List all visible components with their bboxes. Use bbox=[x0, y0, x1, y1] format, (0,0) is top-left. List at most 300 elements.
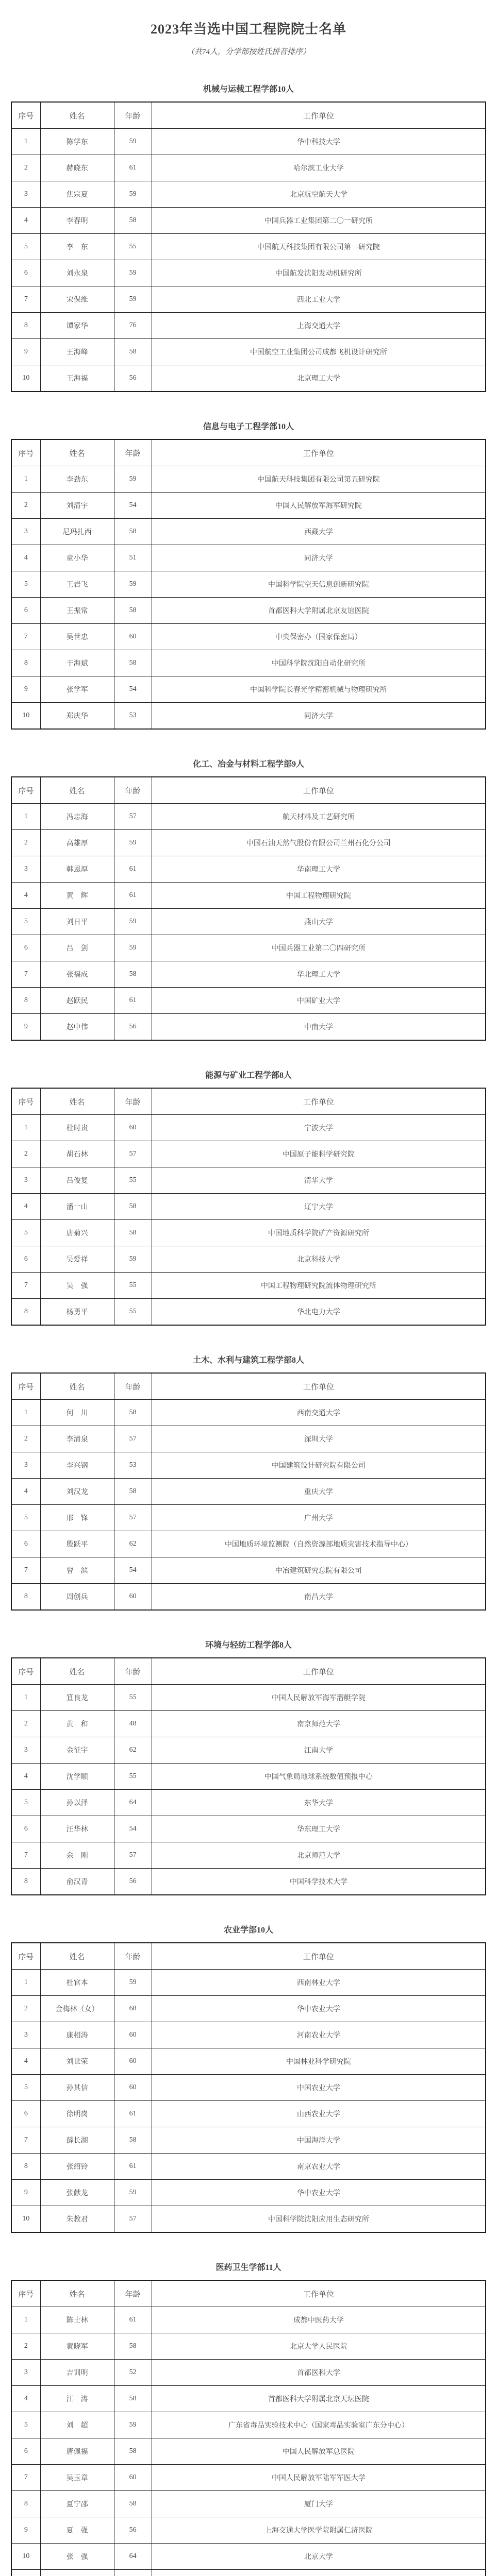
cell-no: 3 bbox=[11, 181, 40, 208]
cell-org: 重庆大学 bbox=[152, 1479, 486, 1505]
cell-org: 清华大学 bbox=[152, 1167, 486, 1194]
table-row bbox=[11, 2438, 486, 2465]
table-row bbox=[11, 1400, 486, 1426]
cell-no: 7 bbox=[11, 1273, 40, 1299]
cell-org: 中国海洋大学 bbox=[152, 2127, 486, 2154]
table-header-row bbox=[11, 1088, 486, 1115]
cell-no: 1 bbox=[11, 1115, 40, 1141]
cell-no: 6 bbox=[11, 598, 40, 624]
cell-age: 56 bbox=[114, 2517, 152, 2544]
cell-org: 华中科技大学 bbox=[152, 129, 486, 155]
cell-age: 57 bbox=[114, 1842, 152, 1869]
cell-no: 10 bbox=[11, 703, 40, 730]
table-row bbox=[11, 1531, 486, 1557]
cell-org: 中国矿业大学 bbox=[152, 988, 486, 1014]
cell-no: 2 bbox=[11, 1426, 40, 1452]
column-header: 年龄 bbox=[114, 2280, 152, 2307]
page-subtitle: （共74人，分学部按姓氏拼音排序） bbox=[11, 46, 486, 57]
cell-age: 58 bbox=[114, 208, 152, 234]
table-row bbox=[11, 1479, 486, 1505]
cell-org: 燕山大学 bbox=[152, 909, 486, 935]
cell-age: 58 bbox=[114, 2491, 152, 2517]
table-row bbox=[11, 1816, 486, 1842]
cell-name: 夏宁邵 bbox=[40, 2491, 114, 2517]
column-header: 序号 bbox=[11, 102, 40, 129]
cell-name: 王岩飞 bbox=[40, 571, 114, 598]
cell-name: 于海斌 bbox=[40, 650, 114, 676]
cell-name: 金梅林（女） bbox=[40, 1996, 114, 2022]
cell-name: 杜时贵 bbox=[40, 1115, 114, 1141]
table-row bbox=[11, 313, 486, 339]
cell-org: 成都中医药大学 bbox=[152, 2307, 486, 2333]
cell-age: 58 bbox=[114, 598, 152, 624]
table-row bbox=[11, 1299, 486, 1326]
cell-name: 高雄厚 bbox=[40, 830, 114, 856]
cell-name: 吴 强 bbox=[40, 1273, 114, 1299]
cell-org: 中国地质科学院矿产资源研究所 bbox=[152, 1220, 486, 1246]
table-row bbox=[11, 2048, 486, 2075]
cell-age: 62 bbox=[114, 1737, 152, 1764]
cell-org: 上海交通大学 bbox=[152, 313, 486, 339]
cell-name: 刘永泉 bbox=[40, 260, 114, 286]
cell-age: 55 bbox=[114, 1685, 152, 1711]
table-row bbox=[11, 1764, 486, 1790]
cell-org: 广东省毒品实验技术中心（国家毒品实验室广东分中心） bbox=[152, 2412, 486, 2438]
table-row bbox=[11, 883, 486, 909]
cell-org: 华南理工大学 bbox=[152, 856, 486, 883]
cell-name: 谭家华 bbox=[40, 313, 114, 339]
table-row bbox=[11, 598, 486, 624]
table-row bbox=[11, 1426, 486, 1452]
cell-age: 54 bbox=[114, 676, 152, 703]
table-row bbox=[11, 2360, 486, 2386]
cell-org: 南京农业大学 bbox=[152, 2154, 486, 2180]
cell-no: 2 bbox=[11, 1141, 40, 1167]
department-section bbox=[11, 2261, 486, 2576]
cell-name: 吴玉章 bbox=[40, 2465, 114, 2491]
cell-age: 55 bbox=[114, 1764, 152, 1790]
cell-org: 首都医科大学附属北京天坛医院 bbox=[152, 2386, 486, 2412]
cell-no: 9 bbox=[11, 2517, 40, 2544]
department-section bbox=[11, 1923, 486, 2233]
cell-org: 北京师范大学 bbox=[152, 1842, 486, 1869]
cell-age: 59 bbox=[114, 830, 152, 856]
table-row bbox=[11, 2307, 486, 2333]
table-row bbox=[11, 155, 486, 181]
cell-no: 6 bbox=[11, 1816, 40, 1842]
cell-name: 李 东 bbox=[40, 234, 114, 260]
table-row bbox=[11, 2544, 486, 2570]
cell-org: 同济大学 bbox=[152, 703, 486, 730]
cell-no: 4 bbox=[11, 883, 40, 909]
cell-no: 4 bbox=[11, 1764, 40, 1790]
cell-age: 56 bbox=[114, 1869, 152, 1895]
cell-no: 4 bbox=[11, 545, 40, 571]
cell-org: 中国地质环境监测院（自然资源部地质灾害技术指导中心） bbox=[152, 1531, 486, 1557]
roster-table bbox=[11, 1088, 486, 1326]
cell-org: 中国石油天然气股份有限公司兰州石化分公司 bbox=[152, 830, 486, 856]
cell-no: 2 bbox=[11, 1996, 40, 2022]
table-row bbox=[11, 2570, 486, 2576]
cell-no: 5 bbox=[11, 234, 40, 260]
table-row bbox=[11, 624, 486, 650]
cell-name: 薛长湖 bbox=[40, 2127, 114, 2154]
cell-no bbox=[11, 2570, 40, 2576]
column-header: 年龄 bbox=[114, 1943, 152, 1970]
cell-org: 华中农业大学 bbox=[152, 2180, 486, 2206]
cell-no: 7 bbox=[11, 624, 40, 650]
cell-no: 7 bbox=[11, 286, 40, 313]
cell-name: 黄 辉 bbox=[40, 883, 114, 909]
cell-name: 曾 滨 bbox=[40, 1557, 114, 1584]
cell-age: 60 bbox=[114, 2022, 152, 2048]
cell-org: 中南大学 bbox=[152, 1014, 486, 1041]
cell-no: 3 bbox=[11, 1452, 40, 1479]
table-row bbox=[11, 1505, 486, 1531]
cell-org: 北京理工大学 bbox=[152, 365, 486, 392]
cell-org: 西藏大学 bbox=[152, 519, 486, 545]
column-header: 工作单位 bbox=[152, 777, 486, 804]
cell-no: 9 bbox=[11, 339, 40, 365]
column-header: 序号 bbox=[11, 1943, 40, 1970]
cell-age: 58 bbox=[114, 1400, 152, 1426]
cell-org: 中国航空工业集团公司成都飞机设计研究所 bbox=[152, 339, 486, 365]
cell-name: 江 涛 bbox=[40, 2386, 114, 2412]
cell-name: 刘世荣 bbox=[40, 2048, 114, 2075]
cell-name: 杜官本 bbox=[40, 1970, 114, 1996]
table-row bbox=[11, 1167, 486, 1194]
cell-no: 4 bbox=[11, 2386, 40, 2412]
cell-org: 中国农业大学 bbox=[152, 2075, 486, 2101]
table-row bbox=[11, 2075, 486, 2101]
section-heading: 农业学部10人 bbox=[11, 1923, 486, 1935]
cell-age: 58 bbox=[114, 961, 152, 988]
cell-no: 8 bbox=[11, 650, 40, 676]
cell-org: 中冶建筑研究总院有限公司 bbox=[152, 1557, 486, 1584]
cell-org: 中国建筑设计研究院有限公司 bbox=[152, 1452, 486, 1479]
cell-name: 焦宗夏 bbox=[40, 181, 114, 208]
cell-no: 10 bbox=[11, 2206, 40, 2233]
table-row bbox=[11, 1711, 486, 1737]
cell-no: 7 bbox=[11, 961, 40, 988]
cell-no: 8 bbox=[11, 1584, 40, 1611]
cell-org: 中国科学院长春光学精密机械与物理研究所 bbox=[152, 676, 486, 703]
table-header-row bbox=[11, 2280, 486, 2307]
cell-no: 10 bbox=[11, 2544, 40, 2570]
cell-name: 康相涛 bbox=[40, 2022, 114, 2048]
cell-no: 2 bbox=[11, 155, 40, 181]
cell-no: 5 bbox=[11, 1505, 40, 1531]
roster-table bbox=[11, 776, 486, 1041]
table-row bbox=[11, 2517, 486, 2544]
cell-org: 中国科学院沈阳应用生态研究所 bbox=[152, 2206, 486, 2233]
cell-age: 52 bbox=[114, 2360, 152, 2386]
cell-age: 61 bbox=[114, 2101, 152, 2127]
cell-age: 55 bbox=[114, 1167, 152, 1194]
table-row bbox=[11, 650, 486, 676]
table-row bbox=[11, 181, 486, 208]
column-header: 年龄 bbox=[114, 777, 152, 804]
cell-age: 56 bbox=[114, 365, 152, 392]
cell-name: 邢 锋 bbox=[40, 1505, 114, 1531]
cell-name: 张福成 bbox=[40, 961, 114, 988]
table-row bbox=[11, 129, 486, 155]
cell-age: 54 bbox=[114, 1557, 152, 1584]
cell-name: 徐明岗 bbox=[40, 2101, 114, 2127]
cell-age: 58 bbox=[114, 519, 152, 545]
cell-age bbox=[114, 2570, 152, 2576]
cell-age: 58 bbox=[114, 339, 152, 365]
cell-org: 中国人民解放军海军研究院 bbox=[152, 493, 486, 519]
table-row bbox=[11, 260, 486, 286]
cell-no: 4 bbox=[11, 1479, 40, 1505]
cell-no: 9 bbox=[11, 1014, 40, 1041]
table-row bbox=[11, 2154, 486, 2180]
cell-age: 51 bbox=[114, 545, 152, 571]
cell-age: 57 bbox=[114, 1426, 152, 1452]
table-row bbox=[11, 1685, 486, 1711]
table-header-row bbox=[11, 439, 486, 466]
cell-age: 62 bbox=[114, 1531, 152, 1557]
cell-name: 吴世忠 bbox=[40, 624, 114, 650]
cell-name: 汪华林 bbox=[40, 1816, 114, 1842]
cell-age: 64 bbox=[114, 2544, 152, 2570]
column-header: 工作单位 bbox=[152, 1373, 486, 1400]
roster-table bbox=[11, 1942, 486, 2233]
cell-org: 东华大学 bbox=[152, 1790, 486, 1816]
cell-age: 54 bbox=[114, 493, 152, 519]
cell-org: 首都医科大学 bbox=[152, 2360, 486, 2386]
cell-org: 中央保密办（国家保密局） bbox=[152, 624, 486, 650]
cell-age: 58 bbox=[114, 2386, 152, 2412]
cell-org: 华东理工大学 bbox=[152, 1816, 486, 1842]
cell-name: 沈学顺 bbox=[40, 1764, 114, 1790]
table-header-row bbox=[11, 1373, 486, 1400]
cell-age: 58 bbox=[114, 1220, 152, 1246]
table-row bbox=[11, 1996, 486, 2022]
cell-no: 1 bbox=[11, 466, 40, 493]
cell-age: 59 bbox=[114, 181, 152, 208]
cell-no: 1 bbox=[11, 1970, 40, 1996]
cell-org: 中国科学院空天信息创新研究院 bbox=[152, 571, 486, 598]
column-header: 工作单位 bbox=[152, 1658, 486, 1685]
cell-no: 1 bbox=[11, 804, 40, 830]
cell-org: 首都医科大学附属北京友谊医院 bbox=[152, 598, 486, 624]
cell-org: 中国人民解放军总医院 bbox=[152, 2438, 486, 2465]
roster-table bbox=[11, 1657, 486, 1895]
cell-age: 59 bbox=[114, 2180, 152, 2206]
cell-name: 王海福 bbox=[40, 365, 114, 392]
cell-age: 61 bbox=[114, 155, 152, 181]
cell-name: 孙其信 bbox=[40, 2075, 114, 2101]
cell-org: 西南交通大学 bbox=[152, 1400, 486, 1426]
cell-name: 吴爱祥 bbox=[40, 1246, 114, 1273]
table-row bbox=[11, 339, 486, 365]
cell-org: 同济大学 bbox=[152, 545, 486, 571]
cell-org: 中国航发沈阳发动机研究所 bbox=[152, 260, 486, 286]
department-section bbox=[11, 82, 486, 392]
cell-name: 张献龙 bbox=[40, 2180, 114, 2206]
column-header: 序号 bbox=[11, 2280, 40, 2307]
column-header: 年龄 bbox=[114, 102, 152, 129]
column-header: 工作单位 bbox=[152, 2280, 486, 2307]
table-row bbox=[11, 961, 486, 988]
department-section bbox=[11, 757, 486, 1041]
cell-age: 61 bbox=[114, 883, 152, 909]
cell-org: 北京航空航天大学 bbox=[152, 181, 486, 208]
cell-no: 8 bbox=[11, 1299, 40, 1326]
cell-age: 57 bbox=[114, 1141, 152, 1167]
cell-age: 56 bbox=[114, 1014, 152, 1041]
cell-org: 中国工程物理研究院 bbox=[152, 883, 486, 909]
cell-org: 中国科学院沈阳自动化研究所 bbox=[152, 650, 486, 676]
cell-name: 王振常 bbox=[40, 598, 114, 624]
cell-age: 60 bbox=[114, 2048, 152, 2075]
column-header: 姓名 bbox=[40, 1373, 114, 1400]
cell-org: 中国航天科技集团有限公司第五研究院 bbox=[152, 466, 486, 493]
cell-name: 刘 超 bbox=[40, 2412, 114, 2438]
cell-no: 6 bbox=[11, 260, 40, 286]
cell-name: 张学军 bbox=[40, 676, 114, 703]
cell-name: 唐菊兴 bbox=[40, 1220, 114, 1246]
cell-name: 吉训明 bbox=[40, 2360, 114, 2386]
cell-age: 59 bbox=[114, 935, 152, 961]
cell-org: 上海交通大学医学院附属仁济医院 bbox=[152, 2517, 486, 2544]
cell-org: 北京科技大学 bbox=[152, 1246, 486, 1273]
cell-no: 2 bbox=[11, 493, 40, 519]
cell-no: 5 bbox=[11, 571, 40, 598]
cell-org: 中国航天科技集团有限公司第一研究院 bbox=[152, 234, 486, 260]
table-row bbox=[11, 234, 486, 260]
cell-org: 宁波大学 bbox=[152, 1115, 486, 1141]
cell-org: 中国兵器工业第二〇四研究所 bbox=[152, 935, 486, 961]
cell-org: 中国原子能科学研究院 bbox=[152, 1141, 486, 1167]
cell-name: 李清泉 bbox=[40, 1426, 114, 1452]
cell-age: 54 bbox=[114, 1816, 152, 1842]
cell-age: 59 bbox=[114, 260, 152, 286]
table-row bbox=[11, 856, 486, 883]
cell-name: 孙以泽 bbox=[40, 1790, 114, 1816]
table-row bbox=[11, 1842, 486, 1869]
column-header: 姓名 bbox=[40, 777, 114, 804]
cell-no: 5 bbox=[11, 2412, 40, 2438]
table-row bbox=[11, 1014, 486, 1041]
cell-no: 8 bbox=[11, 2154, 40, 2180]
cell-org: 中国林业科学研究院 bbox=[152, 2048, 486, 2075]
cell-name: 殷跃平 bbox=[40, 1531, 114, 1557]
cell-age: 57 bbox=[114, 804, 152, 830]
cell-age: 58 bbox=[114, 2127, 152, 2154]
table-row bbox=[11, 208, 486, 234]
cell-age: 61 bbox=[114, 856, 152, 883]
column-header: 姓名 bbox=[40, 2280, 114, 2307]
cell-name: 杨勇平 bbox=[40, 1299, 114, 1326]
table-row bbox=[11, 2206, 486, 2233]
cell-name: 张绍铃 bbox=[40, 2154, 114, 2180]
cell-no: 5 bbox=[11, 909, 40, 935]
table-row bbox=[11, 988, 486, 1014]
table-row bbox=[11, 1584, 486, 1611]
cell-age: 53 bbox=[114, 703, 152, 730]
cell-no: 2 bbox=[11, 1711, 40, 1737]
cell-age: 55 bbox=[114, 1299, 152, 1326]
cell-no: 1 bbox=[11, 1685, 40, 1711]
roster-table bbox=[11, 101, 486, 392]
cell-name: 尼玛扎西 bbox=[40, 519, 114, 545]
column-header: 工作单位 bbox=[152, 1943, 486, 1970]
section-heading: 土木、水利与建筑工程学部8人 bbox=[11, 1353, 486, 1365]
cell-age: 57 bbox=[114, 2206, 152, 2233]
cell-name: 余 刚 bbox=[40, 1842, 114, 1869]
section-heading: 能源与矿业工程学部8人 bbox=[11, 1069, 486, 1080]
cell-name: 刘日平 bbox=[40, 909, 114, 935]
cell-org: 西北工业大学 bbox=[152, 286, 486, 313]
cell-age: 61 bbox=[114, 2307, 152, 2333]
cell-org: 厦门大学 bbox=[152, 2491, 486, 2517]
section-heading: 信息与电子工程学部10人 bbox=[11, 420, 486, 432]
cell-no: 7 bbox=[11, 2127, 40, 2154]
table-row bbox=[11, 493, 486, 519]
cell-no: 1 bbox=[11, 1400, 40, 1426]
cell-org: 山西农业大学 bbox=[152, 2101, 486, 2127]
cell-name: 潘一山 bbox=[40, 1194, 114, 1220]
cell-no: 4 bbox=[11, 2048, 40, 2075]
department-section bbox=[11, 1353, 486, 1611]
cell-org: 北京大学 bbox=[152, 2544, 486, 2570]
cell-name: 胡石林 bbox=[40, 1141, 114, 1167]
section-heading: 医药卫生学部11人 bbox=[11, 2261, 486, 2273]
table-header-row bbox=[11, 1943, 486, 1970]
table-row bbox=[11, 571, 486, 598]
cell-name: 黄 和 bbox=[40, 1711, 114, 1737]
column-header: 工作单位 bbox=[152, 439, 486, 466]
column-header: 序号 bbox=[11, 1658, 40, 1685]
cell-name: 金征宇 bbox=[40, 1737, 114, 1764]
table-row bbox=[11, 703, 486, 730]
column-header: 序号 bbox=[11, 1088, 40, 1115]
cell-age: 48 bbox=[114, 1711, 152, 1737]
table-row bbox=[11, 1194, 486, 1220]
table-row bbox=[11, 676, 486, 703]
column-header: 姓名 bbox=[40, 1943, 114, 1970]
table-row bbox=[11, 1220, 486, 1246]
cell-age: 55 bbox=[114, 234, 152, 260]
table-row bbox=[11, 1869, 486, 1895]
column-header: 年龄 bbox=[114, 1088, 152, 1115]
cell-age: 61 bbox=[114, 2154, 152, 2180]
cell-no: 4 bbox=[11, 208, 40, 234]
cell-age: 55 bbox=[114, 1273, 152, 1299]
section-heading: 机械与运载工程学部10人 bbox=[11, 82, 486, 94]
cell-no: 6 bbox=[11, 1531, 40, 1557]
department-section bbox=[11, 420, 486, 730]
cell-no: 9 bbox=[11, 676, 40, 703]
cell-age: 60 bbox=[114, 624, 152, 650]
table-row bbox=[11, 365, 486, 392]
cell-org: 广州大学 bbox=[152, 1505, 486, 1531]
sections-container bbox=[11, 82, 486, 2576]
cell-age: 58 bbox=[114, 2333, 152, 2360]
column-header: 年龄 bbox=[114, 1658, 152, 1685]
cell-age: 60 bbox=[114, 1115, 152, 1141]
table-row bbox=[11, 2386, 486, 2412]
cell-name: 宋保维 bbox=[40, 286, 114, 313]
cell-name bbox=[40, 2570, 114, 2576]
cell-name: 俞汉青 bbox=[40, 1869, 114, 1895]
cell-age: 58 bbox=[114, 650, 152, 676]
cell-name: 陈士林 bbox=[40, 2307, 114, 2333]
cell-name: 吕俊复 bbox=[40, 1167, 114, 1194]
